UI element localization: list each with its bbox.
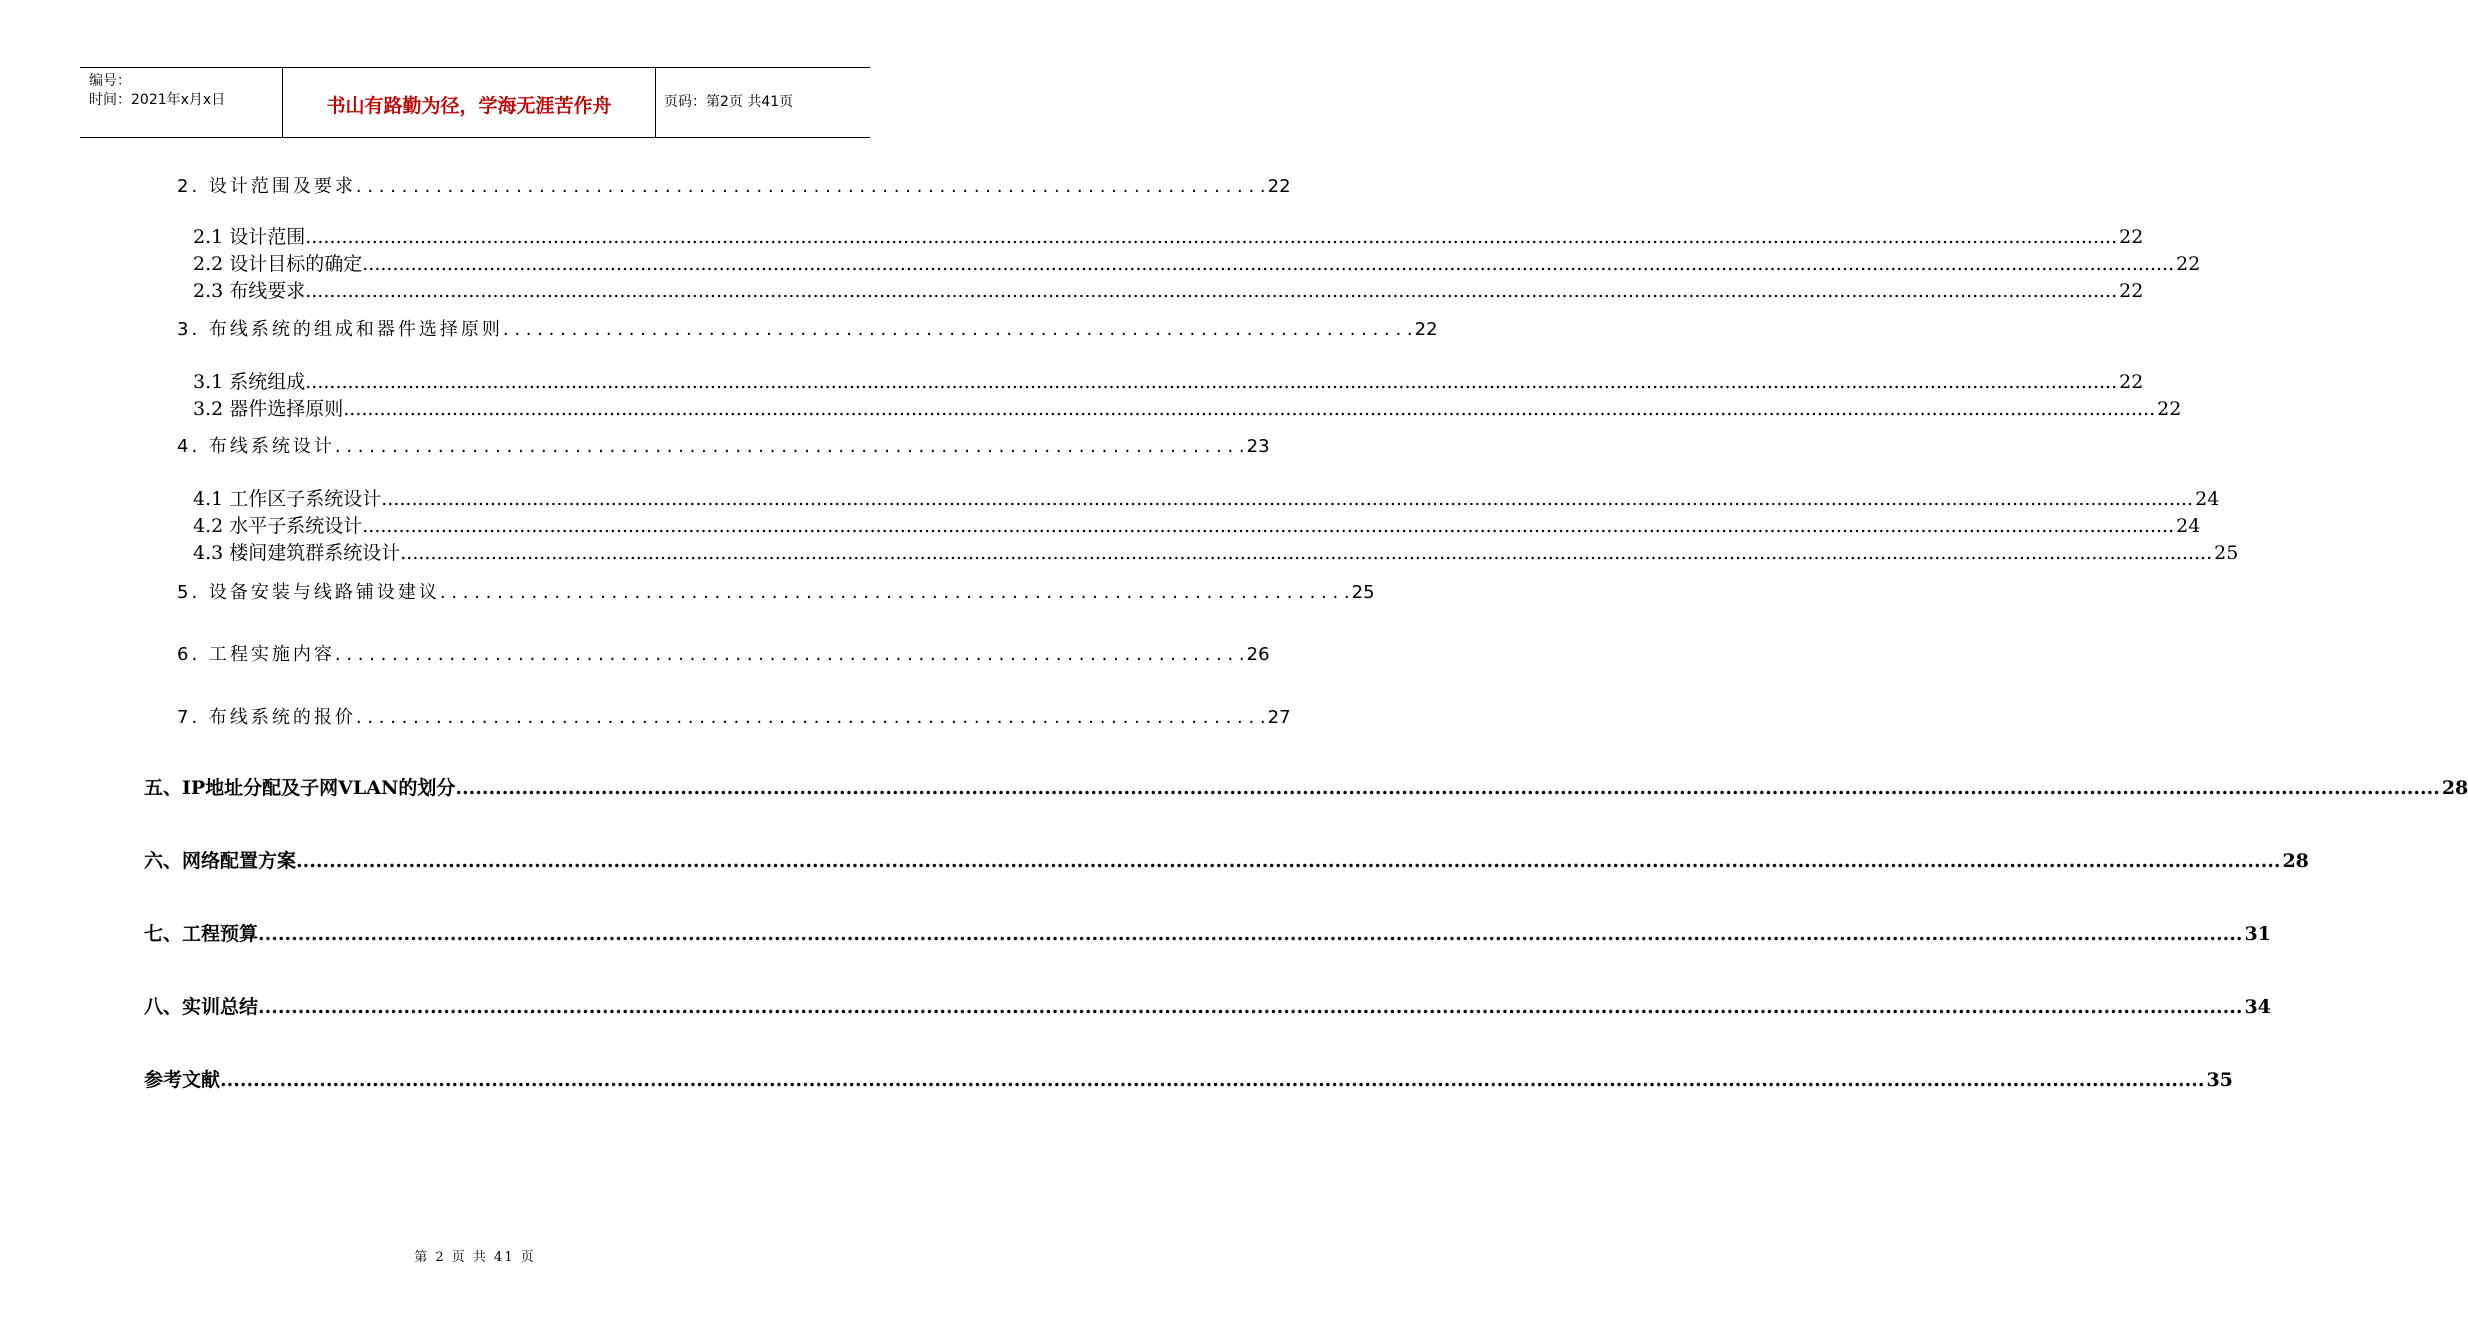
leader-dots: . . . . . . . . . . . . . . . . . . . . . . . . . . . . . . . . . . . . . . . . . . . . . . . . . . . . . . . . . . . . . . . . . . . . . . . . . . . . . . . .	[439, 582, 1350, 603]
number-label: 编号：	[89, 73, 131, 89]
toc-chapter-label: 参考文献	[144, 1069, 221, 1091]
leader-dots: ............................................................................................................................................................................................................................................................................................................	[220, 1069, 2205, 1091]
toc-entry[interactable]	[193, 511, 2201, 538]
toc-entry-page: 24	[2176, 515, 2201, 537]
toc-entry-page: 27	[1267, 707, 1291, 728]
toc-entry-label: 4. 布线系统设计	[177, 436, 335, 457]
leader-dots: ............................................................................................................................................................................................................................................................................................................	[343, 398, 2156, 420]
toc-entry-page: 25	[1351, 582, 1375, 603]
toc-chapter-page: 28	[2282, 850, 2309, 872]
toc-entry-label: 5. 设备安装与线路铺设建议	[177, 582, 440, 603]
toc-entry[interactable]	[193, 222, 2144, 249]
toc-chapter[interactable]	[144, 773, 2468, 800]
header-motto-cell	[282, 68, 656, 137]
toc-entry-page: 22	[2119, 371, 2144, 393]
toc-entry[interactable]	[177, 703, 1291, 729]
toc-entry[interactable]	[177, 172, 1291, 198]
leader-dots: ............................................................................................................................................................................................................................................................................................................	[455, 777, 2440, 799]
toc-chapter-page: 34	[2244, 996, 2271, 1018]
motto-text: 书山有路勤为径，学海无涯苦作舟	[326, 95, 612, 117]
toc-entry[interactable]	[193, 276, 2144, 303]
leader-dots: . . . . . . . . . . . . . . . . . . . . . . . . . . . . . . . . . . . . . . . . . . . . . . . . . . . . . . . . . . . . . . . . . . . . . . . . . . . . . . . .	[355, 176, 1266, 197]
toc-chapter-page: 35	[2206, 1069, 2233, 1091]
toc-entry-label: 3. 布线系统的组成和器件选择原则	[177, 319, 503, 340]
leader-dots: ............................................................................................................................................................................................................................................................................................................	[296, 850, 2281, 872]
toc-entry[interactable]	[193, 538, 2239, 565]
toc-chapter-page: 31	[2244, 923, 2271, 945]
toc-entry[interactable]	[193, 394, 2182, 421]
leader-dots: ............................................................................................................................................................................................................................................................................................................	[381, 488, 2194, 510]
toc-chapter-label: 五、IP地址分配及子网VLAN的划分	[144, 777, 456, 799]
toc-entry-page: 26	[1246, 644, 1270, 665]
toc-entry-label: 2.3 布线要求	[193, 280, 306, 302]
toc-chapter[interactable]	[144, 919, 2271, 946]
page-footer: 第 2 页 共 41 页	[414, 1250, 536, 1265]
toc-entry-label: 3.1 系统组成	[193, 371, 306, 393]
toc-entry-label: 4.3 楼间建筑群系统设计	[193, 542, 401, 564]
page-info: 页码：第2页 共41页	[664, 94, 794, 110]
toc-entry-page: 22	[2119, 226, 2144, 248]
toc-chapter[interactable]	[144, 992, 2271, 1019]
toc-entry-page: 22	[2157, 398, 2182, 420]
toc-entry-label: 2.1 设计范围	[193, 226, 306, 248]
toc-chapter-label: 七、工程预算	[144, 923, 259, 945]
toc-entry-page: 22	[2119, 280, 2144, 302]
leader-dots: ............................................................................................................................................................................................................................................................................................................	[305, 371, 2118, 393]
toc-entry-page: 22	[2176, 253, 2201, 275]
leader-dots: ............................................................................................................................................................................................................................................................................................................	[305, 226, 2118, 248]
leader-dots: . . . . . . . . . . . . . . . . . . . . . . . . . . . . . . . . . . . . . . . . . . . . . . . . . . . . . . . . . . . . . . . . . . . . . . . . . . . . . . . .	[334, 644, 1245, 665]
leader-dots: ............................................................................................................................................................................................................................................................................................................	[362, 253, 2175, 275]
leader-dots: . . . . . . . . . . . . . . . . . . . . . . . . . . . . . . . . . . . . . . . . . . . . . . . . . . . . . . . . . . . . . . . . . . . . . . . . . . . . . . . .	[502, 319, 1413, 340]
toc-entry-label: 3.2 器件选择原则	[193, 398, 344, 420]
toc-entry-page: 23	[1246, 436, 1270, 457]
leader-dots: . . . . . . . . . . . . . . . . . . . . . . . . . . . . . . . . . . . . . . . . . . . . . . . . . . . . . . . . . . . . . . . . . . . . . . . . . . . . . . . .	[334, 436, 1245, 457]
toc-entry-label: 7. 布线系统的报价	[177, 707, 356, 728]
toc-entry-page: 22	[1267, 176, 1291, 197]
toc-entry[interactable]	[193, 249, 2201, 276]
toc-chapter-page: 28	[2441, 777, 2468, 799]
toc-entry-page: 24	[2195, 488, 2220, 510]
toc-entry[interactable]	[193, 367, 2144, 394]
toc-entry[interactable]	[177, 640, 1270, 666]
leader-dots: ............................................................................................................................................................................................................................................................................................................	[305, 280, 2118, 302]
leader-dots: ............................................................................................................................................................................................................................................................................................................	[258, 923, 2243, 945]
toc-chapter-label: 八、实训总结	[144, 996, 259, 1018]
toc-entry-label: 6. 工程实施内容	[177, 644, 335, 665]
leader-dots: ............................................................................................................................................................................................................................................................................................................	[258, 996, 2243, 1018]
toc-entry-page: 22	[1414, 319, 1438, 340]
toc-chapter-label: 六、网络配置方案	[144, 850, 297, 872]
toc-chapter[interactable]	[144, 846, 2309, 873]
leader-dots: ............................................................................................................................................................................................................................................................................................................	[362, 515, 2175, 537]
leader-dots: . . . . . . . . . . . . . . . . . . . . . . . . . . . . . . . . . . . . . . . . . . . . . . . . . . . . . . . . . . . . . . . . . . . . . . . . . . . . . . . .	[355, 707, 1266, 728]
toc-entry-label: 2.2 设计目标的确定	[193, 253, 363, 275]
toc-entry-label: 2. 设计范围及要求	[177, 176, 356, 197]
toc-chapter[interactable]	[144, 1065, 2233, 1092]
toc-entry-label: 4.1 工作区子系统设计	[193, 488, 382, 510]
toc-entry[interactable]	[177, 432, 1270, 458]
leader-dots: ............................................................................................................................................................................................................................................................................................................	[400, 542, 2213, 564]
toc-entry[interactable]	[177, 578, 1375, 604]
time-label: 时间：2021年x月x日	[89, 92, 226, 108]
toc-entry-label: 4.2 水平子系统设计	[193, 515, 363, 537]
toc-entry-page: 25	[2214, 542, 2239, 564]
page-header	[80, 67, 870, 138]
toc-entry[interactable]	[177, 315, 1438, 341]
toc-entry[interactable]	[193, 484, 2220, 511]
